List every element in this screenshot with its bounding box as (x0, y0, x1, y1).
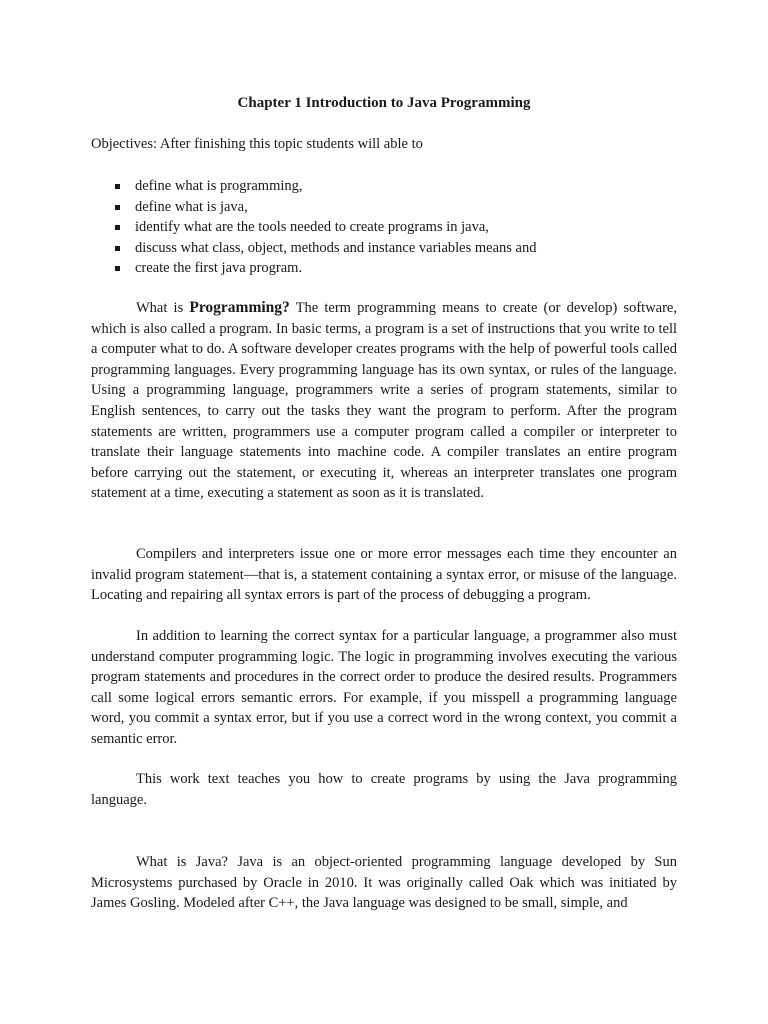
square-bullet-icon (115, 205, 120, 210)
objective-item (91, 258, 536, 279)
objective-item (91, 197, 536, 218)
paragraph-logic: In addition to learning the correct syntax for a particular language, a programmer also must understand computer programming logic. The logic in programming involves executing the various program statements and procedures in the correct order to produce the desired results. Programmers call some logical errors semantic errors. For example, if you misspell a programming language word, you commit a syntax error, but if you use a correct word in the wrong context, you commit a semantic error. (91, 628, 677, 747)
objective-item (91, 176, 536, 197)
objective-text: discuss what class, object, methods and instance variables means and (135, 239, 537, 256)
paragraph-java: What is Java? Java is an object-oriented programming language developed by Sun Microsystems purchased by Oracle in 2010. It was originally called Oak which was initiated by James Gosling. Modeled after C++, the Java language was designed to be small, simple, and (91, 854, 677, 912)
objective-text: create the first java program. (135, 260, 303, 276)
objective-text: define what is programming, (135, 178, 303, 194)
objective-item (91, 238, 536, 259)
paragraph-body: The term programming means to create (or develop) software, which is also called a program. In basic terms, a program is a set of instructions that you write to tell a computer what to do. A software developer creates programs with the help of powerful tools called programming languages. Every programming language has its own syntax, or rules of the language. Using a programming language, programmers write a series of program statements, similar to English sentences, to carry out the tasks they want the program to perform. After the program statements are written, programmers use a computer program called a compiler or interpreter to translate their language statements into machine code. A compiler translates an entire program before carrying out the statement, or executing it, whereas an interpreter translates one program statement at a time, executing a statement as soon as it is translated. (91, 300, 677, 502)
chapter-title: Chapter 1 Introduction to Java Programming (237, 95, 531, 111)
square-bullet-icon (115, 184, 120, 189)
paragraph-compilers: Compilers and interpreters issue one or more error messages each time they encounter an invalid program statement—that is, a statement containing a syntax error, or misuse of the language. Locating and repairing all syntax errors is part of the process of debugging a program. (91, 546, 677, 604)
paragraph-lead: What is (136, 300, 190, 316)
square-bullet-icon (115, 266, 120, 271)
square-bullet-icon (115, 225, 120, 230)
objective-text: define what is java, (135, 198, 248, 215)
objectives-list (91, 176, 536, 279)
objective-text: identify what are the tools needed to create programs in java, (135, 219, 489, 235)
paragraph-work-text: This work text teaches you how to create programs by using the Java programming language. (91, 771, 677, 808)
paragraph-programming (91, 298, 677, 504)
programming-term: Programming? (189, 299, 290, 316)
objective-item (91, 217, 536, 238)
square-bullet-icon (115, 246, 120, 251)
objectives-intro: Objectives: After finishing this topic students will able to (91, 136, 423, 152)
